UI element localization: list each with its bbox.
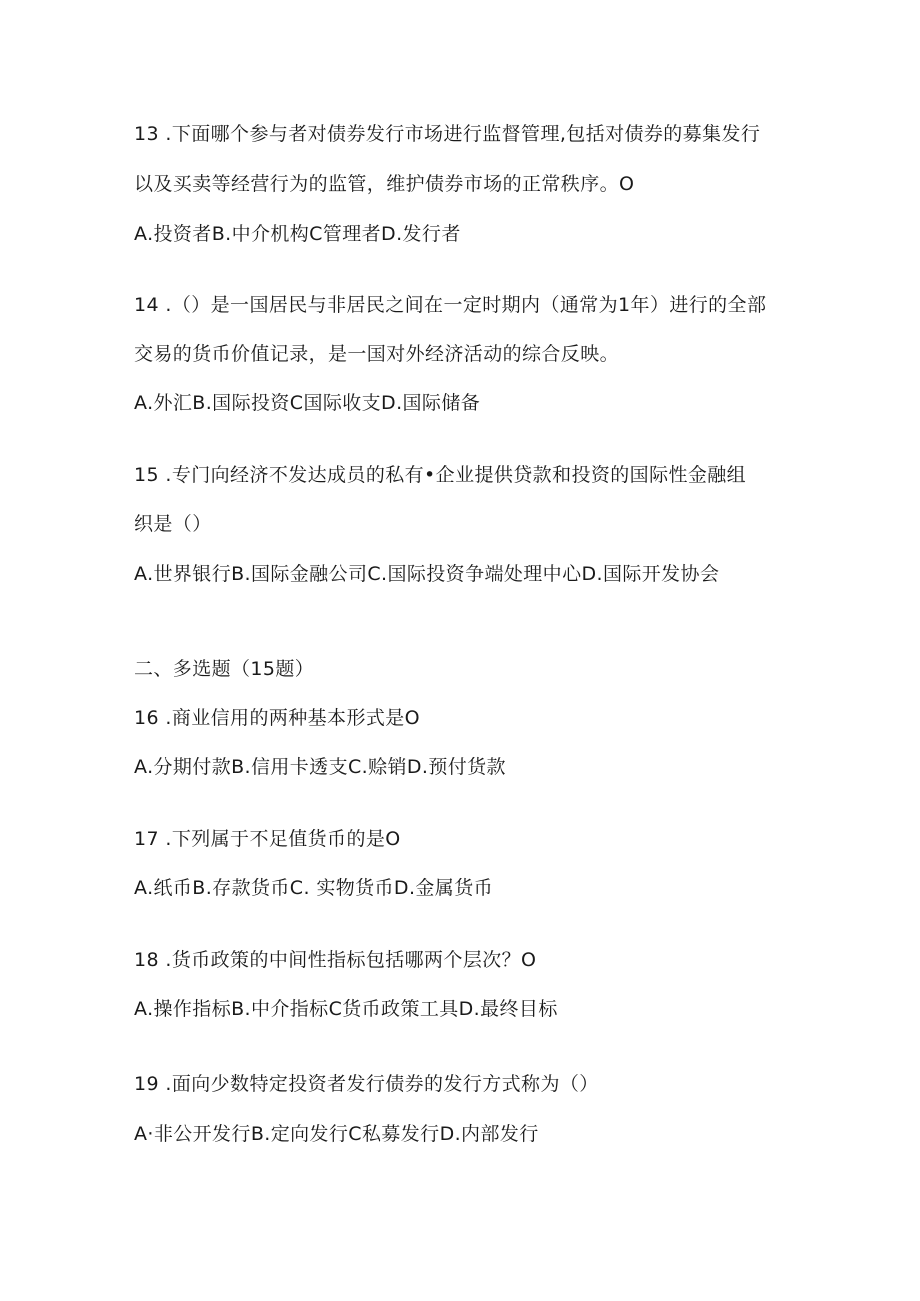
question-19-options: A·非公开发行B.定向发行C私募发行D.内部发行 bbox=[134, 1123, 539, 1145]
question-15-options: A.世界银行B.国际金融公司C.国际投资争端处理中心D.国际开发协会 bbox=[134, 563, 720, 585]
question-14-line-2: 交易的货币价值记录，是一国对外经济活动的综合反映。 bbox=[134, 343, 620, 365]
question-15-line-1: 15 .专门向经济不发达成员的私有•企业提供贷款和投资的国际性金融组 bbox=[134, 464, 747, 486]
question-13-options: A.投资者B.中介机构C管理者D.发行者 bbox=[134, 223, 461, 245]
question-16-text: 16 .商业信用的两种基本形式是O bbox=[134, 707, 421, 729]
question-13-line-2: 以及买卖等经营行为的监管，维护债券市场的正常秩序。O bbox=[134, 173, 635, 195]
question-18-options: A.操作指标B.中介指标C货币政策工具D.最终目标 bbox=[134, 998, 558, 1020]
question-19-text: 19 .面向少数特定投资者发行债券的发行方式称为（） bbox=[134, 1073, 599, 1095]
question-18-text: 18 .货币政策的中间性指标包括哪两个层次？O bbox=[134, 949, 537, 971]
question-16-options: A.分期付款B.信用卡透支C.赊销D.预付货款 bbox=[134, 756, 506, 778]
question-15-line-2: 织是（） bbox=[134, 513, 212, 535]
question-13-line-1: 13 .下面哪个参与者对债券发行市场进行监督管理,包括对债券的募集发行 bbox=[134, 123, 761, 145]
question-14-line-1: 14 .（）是一国居民与非居民之间在一定时期内（通常为1年）进行的全部 bbox=[134, 294, 767, 316]
question-17-text: 17 .下列属于不足值货币的是O bbox=[134, 828, 401, 850]
question-17-options: A.纸币B.存款货币C. 实物货币D.金属货币 bbox=[134, 877, 493, 899]
question-14-options: A.外汇B.国际投资C国际收支D.国际储备 bbox=[134, 392, 481, 414]
section-heading: 二、多选题（15题） bbox=[134, 658, 315, 680]
